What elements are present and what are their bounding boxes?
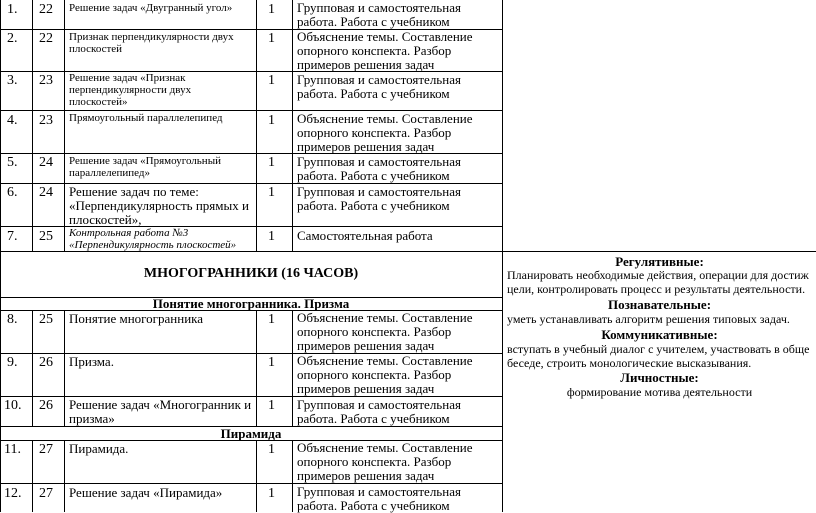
hours-cell: 1 — [268, 73, 275, 88]
hours-cell: 1 — [268, 31, 275, 46]
col-line — [32, 310, 33, 427]
activity-line: Групповая и самостоятельная — [297, 0, 461, 15]
topic-line: параллелепипед» — [69, 167, 150, 179]
col-line — [292, 440, 293, 512]
topic-line: Решение задач «Многогранник и — [69, 397, 252, 412]
activity-line: Групповая и самостоятельная — [297, 397, 461, 412]
uud-regulatory-title: Регулятивные: — [615, 254, 704, 269]
hours-cell: 1 — [268, 229, 275, 244]
row-number: 8. — [7, 312, 18, 327]
activity-line: Групповая и самостоятельная — [297, 184, 461, 199]
topic-line: Признак перпендикулярности двух — [69, 31, 234, 43]
activity-line: примеров решения задач — [297, 338, 435, 353]
lesson-number: 23 — [39, 113, 53, 128]
topic-line: Пирамида. — [69, 441, 129, 456]
hours-cell: 1 — [268, 355, 275, 370]
activity-line: работа. Работа с учебником — [297, 498, 450, 513]
hours-cell: 1 — [268, 113, 275, 128]
uud-communicative-text: беседе, строить монологические высказывания. — [507, 356, 752, 370]
row-number: 3. — [7, 73, 18, 88]
lesson-number: 27 — [39, 486, 53, 501]
topic-line: Прямоугольный параллелепипед — [69, 112, 223, 124]
col-line — [64, 440, 65, 512]
col-line — [256, 310, 257, 427]
topic-line: Понятие многогранника — [69, 311, 204, 326]
lesson-number: 24 — [39, 155, 53, 170]
col-line — [32, 440, 33, 512]
topic-line: Контрольная работа №3 — [69, 227, 189, 239]
activity-line: Групповая и самостоятельная — [297, 484, 461, 499]
lesson-number: 27 — [39, 442, 53, 457]
col-line — [32, 0, 33, 252]
row-number: 2. — [7, 31, 18, 46]
activity-line: работа. Работа с учебником — [297, 411, 450, 426]
row-number: 1. — [7, 2, 18, 17]
topic-line: Решение задач «Двугранный угол» — [69, 2, 233, 14]
topic-line: «Перпендикулярность прямых и — [69, 198, 249, 213]
activity-line: Групповая и самостоятельная — [297, 154, 461, 169]
activity-line: опорного конспекта. Разбор — [297, 43, 452, 58]
activity-line: примеров решения задач — [297, 468, 435, 483]
activity-line: примеров решения задач — [297, 57, 435, 72]
row-number: 6. — [7, 185, 18, 200]
col-line — [64, 310, 65, 427]
hours-cell: 1 — [268, 155, 275, 170]
hours-cell: 1 — [268, 442, 275, 457]
row-number: 12. — [4, 486, 22, 501]
uud-cognitive-text: уметь устанавливать алгоритм решения типовых задач. — [507, 312, 790, 326]
uud-regulatory-text: Планировать необходимые действия, операции для достиж — [507, 268, 809, 282]
col-line — [292, 0, 293, 252]
activity-line: примеров решения задач — [297, 139, 435, 154]
activity-line: работа. Работа с учебником — [297, 168, 450, 183]
section-heading-pyramid: Пирамида — [220, 426, 282, 441]
hours-cell: 1 — [268, 2, 275, 17]
hours-cell: 1 — [268, 185, 275, 200]
activity-line: примеров решения задач — [297, 381, 435, 396]
col-line — [64, 0, 65, 252]
chapter-title: МНОГОГРАННИКИ (16 ЧАСОВ) — [143, 266, 359, 281]
lesson-number: 25 — [39, 312, 53, 327]
activity-line: Групповая и самостоятельная — [297, 72, 461, 87]
topic-line: призма» — [69, 411, 115, 426]
row-number: 10. — [4, 398, 22, 413]
activity-line: работа. Работа с учебником — [297, 14, 450, 29]
hours-cell: 1 — [268, 398, 275, 413]
activity-line: Объяснение темы. Составление — [297, 111, 473, 126]
activity-line: Объяснение темы. Составление — [297, 440, 473, 455]
activity-line: опорного конспекта. Разбор — [297, 324, 452, 339]
topic-line: перпендикулярности двух — [69, 84, 192, 96]
activity-line: Объяснение темы. Составление — [297, 353, 473, 368]
topic-line: Призма. — [69, 354, 114, 369]
activity-line: работа. Работа с учебником — [297, 198, 450, 213]
uud-regulatory-text: цели, контролировать процесс и результаты деятельности. — [507, 282, 806, 296]
topic-line: Решение задач «Пирамида» — [69, 485, 223, 500]
activity-line: Объяснение темы. Составление — [297, 29, 473, 44]
row-number: 5. — [7, 155, 18, 170]
lesson-number: 26 — [39, 355, 53, 370]
row-number: 7. — [7, 229, 18, 244]
col-line — [292, 310, 293, 427]
activity-line: опорного конспекта. Разбор — [297, 367, 452, 382]
lesson-number: 26 — [39, 398, 53, 413]
activity-line: Объяснение темы. Составление — [297, 310, 473, 325]
uud-personal-text: формирование мотива деятельности — [566, 385, 753, 399]
uud-communicative-title: Коммуникативные: — [601, 327, 718, 342]
section-heading-prism: Понятие многогранника. Призма — [152, 296, 350, 311]
uud-cognitive-title: Познавательные: — [607, 297, 712, 312]
hours-cell: 1 — [268, 486, 275, 501]
topic-line: Решение задач «Прямоугольный — [69, 155, 221, 167]
lesson-number: 23 — [39, 73, 53, 88]
row-number: 11. — [4, 442, 21, 457]
activity-line: опорного конспекта. Разбор — [297, 125, 452, 140]
row-number: 9. — [7, 355, 18, 370]
lesson-number: 25 — [39, 229, 53, 244]
col-line — [256, 0, 257, 252]
topic-line: плоскостей» — [69, 96, 128, 108]
uud-personal-title: Личностные: — [620, 370, 699, 385]
lesson-number: 22 — [39, 2, 53, 17]
topic-line: Решение задач «Признак — [69, 72, 186, 84]
col-line — [256, 440, 257, 512]
topic-line: плоскостей — [69, 43, 123, 55]
uud-communicative-text: вступать в учебный диалог с учителем, участвовать в обще — [507, 342, 810, 356]
topic-line: Решение задач по теме: — [69, 184, 199, 199]
lesson-number: 22 — [39, 31, 53, 46]
lesson-number: 24 — [39, 185, 53, 200]
topic-line: плоскостей», — [69, 212, 142, 227]
row-number: 4. — [7, 113, 18, 128]
hours-cell: 1 — [268, 312, 275, 327]
activity-line: работа. Работа с учебником — [297, 86, 450, 101]
topic-line: «Перпендикулярность плоскостей» — [69, 239, 237, 251]
activity-line: Самостоятельная работа — [297, 228, 433, 243]
activity-line: опорного конспекта. Разбор — [297, 454, 452, 469]
